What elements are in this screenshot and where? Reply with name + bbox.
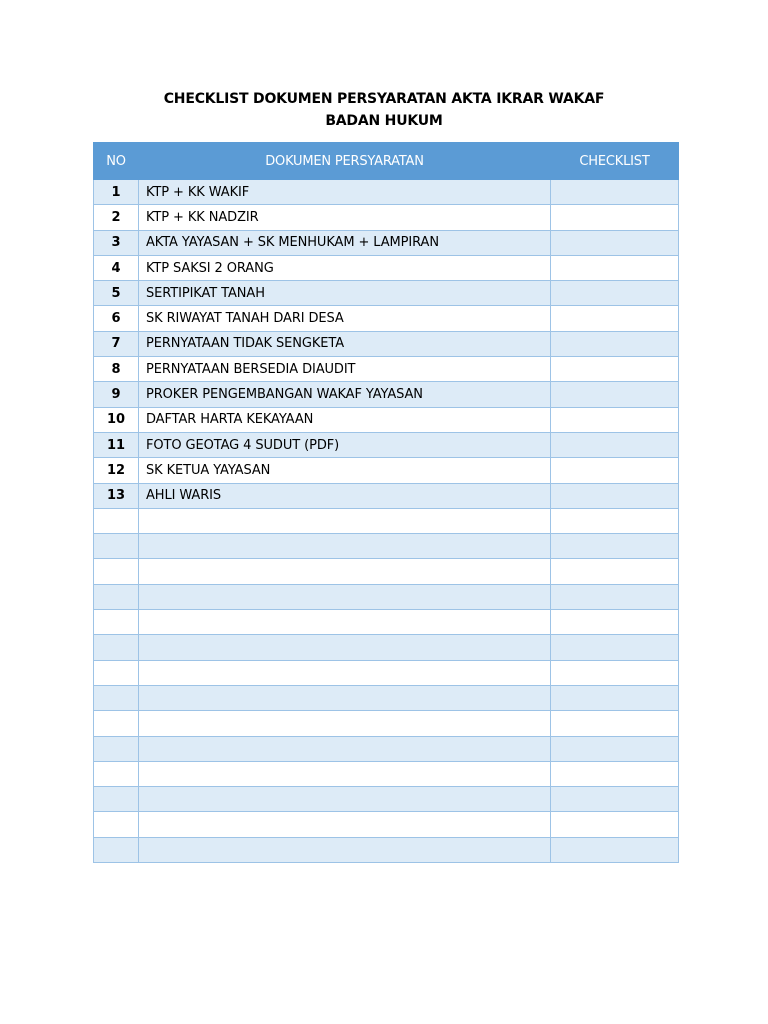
checklist-cell[interactable] (551, 584, 679, 609)
checklist-cell[interactable] (551, 483, 679, 508)
table-row (94, 559, 679, 584)
row-number-cell (94, 812, 139, 837)
table-row (94, 281, 679, 306)
checklist-cell[interactable] (551, 660, 679, 685)
document-name-cell: SERTIPIKAT TANAH (139, 281, 551, 306)
document-name-cell (139, 660, 551, 685)
row-number-cell (94, 685, 139, 710)
table-row (94, 635, 679, 660)
header-checklist: CHECKLIST (551, 143, 679, 180)
document-name-cell (139, 837, 551, 862)
table-row (94, 180, 679, 205)
document-name-cell (139, 559, 551, 584)
table-row (94, 787, 679, 812)
document-name-cell: KTP + KK WAKIF (139, 180, 551, 205)
checklist-cell[interactable] (551, 180, 679, 205)
row-number-cell: 1 (94, 180, 139, 205)
row-number-cell: 10 (94, 407, 139, 432)
row-number-cell (94, 837, 139, 862)
row-number-cell (94, 711, 139, 736)
checklist-cell[interactable] (551, 230, 679, 255)
row-number-cell: 2 (94, 205, 139, 230)
checklist-cell[interactable] (551, 685, 679, 710)
row-number-cell: 7 (94, 331, 139, 356)
checklist-cell[interactable] (551, 306, 679, 331)
document-name-cell (139, 584, 551, 609)
row-number-cell: 5 (94, 281, 139, 306)
table-row (94, 711, 679, 736)
header-row (94, 143, 679, 180)
row-number-cell: 11 (94, 432, 139, 457)
table-row (94, 230, 679, 255)
row-number-cell (94, 534, 139, 559)
table-row (94, 432, 679, 457)
checklist-cell[interactable] (551, 837, 679, 862)
row-number-cell (94, 635, 139, 660)
row-number-cell: 4 (94, 255, 139, 280)
table-row (94, 255, 679, 280)
row-number-cell (94, 660, 139, 685)
table-row (94, 357, 679, 382)
row-number-cell (94, 559, 139, 584)
row-number-cell (94, 787, 139, 812)
checklist-cell[interactable] (551, 407, 679, 432)
document-name-cell (139, 685, 551, 710)
title-line-1: CHECKLIST DOKUMEN PERSYARATAN AKTA IKRAR WAKAF (163, 91, 605, 107)
document-name-cell (139, 508, 551, 533)
document-name-cell: DAFTAR HARTA KEKAYAAN (139, 407, 551, 432)
document-name-cell: PERNYATAAN TIDAK SENGKETA (139, 331, 551, 356)
row-number-cell (94, 610, 139, 635)
checklist-cell[interactable] (551, 281, 679, 306)
checklist-cell[interactable] (551, 508, 679, 533)
table-row (94, 812, 679, 837)
document-name-cell (139, 534, 551, 559)
table-row (94, 331, 679, 356)
row-number-cell (94, 736, 139, 761)
checklist-cell[interactable] (551, 761, 679, 786)
document-name-cell (139, 812, 551, 837)
table-body (94, 180, 679, 863)
document-name-cell: SK KETUA YAYASAN (139, 458, 551, 483)
row-number-cell (94, 584, 139, 609)
row-number-cell: 6 (94, 306, 139, 331)
checklist-cell[interactable] (551, 458, 679, 483)
document-name-cell (139, 787, 551, 812)
document-name-cell (139, 736, 551, 761)
table-row (94, 205, 679, 230)
document-name-cell: AHLI WARIS (139, 483, 551, 508)
checklist-cell[interactable] (551, 432, 679, 457)
table-row (94, 534, 679, 559)
document-name-cell: SK RIWAYAT TANAH DARI DESA (139, 306, 551, 331)
checklist-cell[interactable] (551, 711, 679, 736)
checklist-cell[interactable] (551, 331, 679, 356)
checklist-cell[interactable] (551, 736, 679, 761)
title-line-2: BADAN HUKUM (325, 113, 443, 129)
checklist-cell[interactable] (551, 635, 679, 660)
row-number-cell (94, 508, 139, 533)
checklist-cell[interactable] (551, 205, 679, 230)
document-name-cell (139, 711, 551, 736)
table-row (94, 610, 679, 635)
document-name-cell: PROKER PENGEMBANGAN WAKAF YAYASAN (139, 382, 551, 407)
table-header (94, 143, 679, 180)
table-row (94, 837, 679, 862)
row-number-cell: 12 (94, 458, 139, 483)
table-row (94, 508, 679, 533)
document-title (0, 88, 768, 132)
checklist-cell[interactable] (551, 787, 679, 812)
checklist-cell[interactable] (551, 559, 679, 584)
checklist-cell[interactable] (551, 610, 679, 635)
row-number-cell: 8 (94, 357, 139, 382)
table-row (94, 407, 679, 432)
checklist-cell[interactable] (551, 812, 679, 837)
document-name-cell (139, 610, 551, 635)
document-name-cell (139, 761, 551, 786)
requirements-checklist-table (93, 142, 679, 863)
header-no: NO (94, 143, 139, 180)
document-name-cell: KTP + KK NADZIR (139, 205, 551, 230)
header-document: DOKUMEN PERSYARATAN (139, 143, 551, 180)
document-name-cell: PERNYATAAN BERSEDIA DIAUDIT (139, 357, 551, 382)
table-row (94, 736, 679, 761)
checklist-cell[interactable] (551, 255, 679, 280)
table-row (94, 584, 679, 609)
row-number-cell: 3 (94, 230, 139, 255)
row-number-cell (94, 761, 139, 786)
table-row (94, 458, 679, 483)
table-row (94, 685, 679, 710)
checklist-cell[interactable] (551, 534, 679, 559)
document-name-cell: FOTO GEOTAG 4 SUDUT (PDF) (139, 432, 551, 457)
table-row (94, 382, 679, 407)
table-row (94, 483, 679, 508)
document-name-cell: AKTA YAYASAN + SK MENHUKAM + LAMPIRAN (139, 230, 551, 255)
table-row (94, 761, 679, 786)
document-name-cell: KTP SAKSI 2 ORANG (139, 255, 551, 280)
checklist-cell[interactable] (551, 357, 679, 382)
row-number-cell: 13 (94, 483, 139, 508)
table-row (94, 660, 679, 685)
checklist-cell[interactable] (551, 382, 679, 407)
document-name-cell (139, 635, 551, 660)
row-number-cell: 9 (94, 382, 139, 407)
table-row (94, 306, 679, 331)
